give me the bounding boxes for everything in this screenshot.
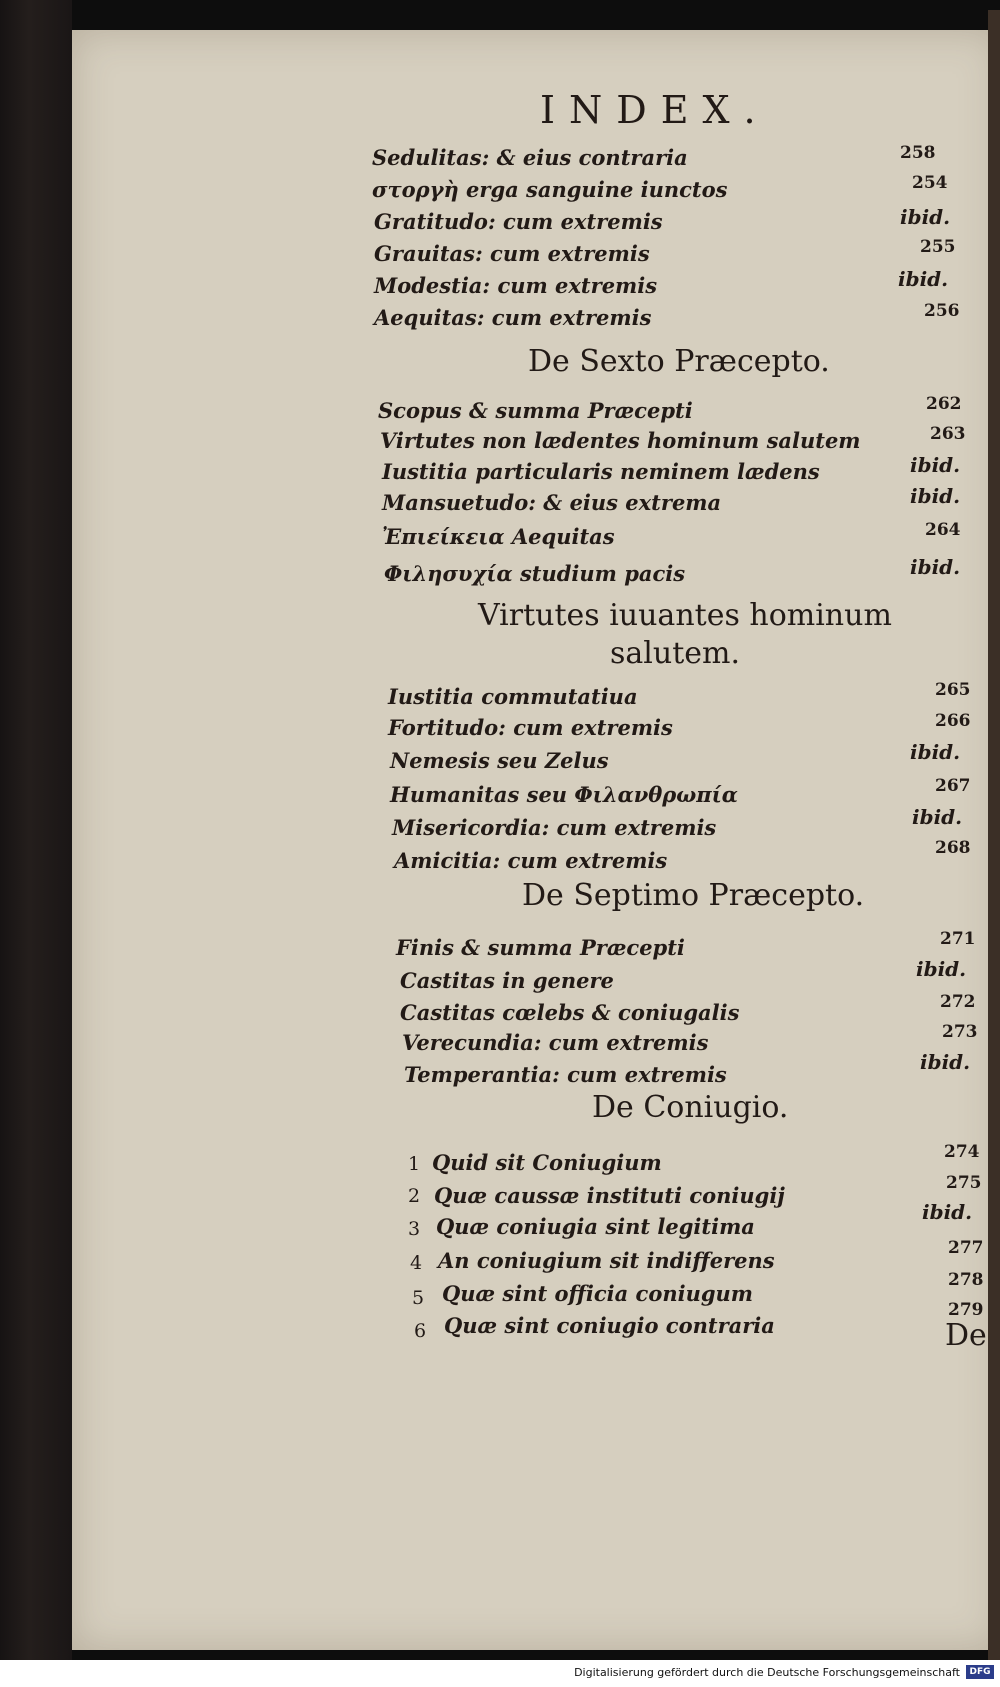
- index-entry: Gratitudo: cum extremis: [374, 209, 663, 234]
- index-entry: An coniugium sit indifferens: [438, 1248, 775, 1273]
- index-page-number: ibid.: [910, 555, 961, 579]
- index-entry: Temperantia: cum extremis: [404, 1062, 727, 1087]
- index-entry: Sedulitas: & eius contraria: [372, 145, 688, 170]
- index-page-number: 254: [912, 173, 948, 193]
- index-entry: Fortitudo: cum extremis: [388, 715, 673, 740]
- index-entry: Quæ coniugia sint legitima: [436, 1214, 755, 1239]
- index-page-number: 279: [948, 1300, 984, 1320]
- index-page-number: 255: [920, 237, 956, 257]
- index-entry: Humanitas seu Φιλανθρωπία: [390, 782, 738, 807]
- index-page-number: ibid.: [910, 484, 961, 508]
- index-page-number: ibid.: [898, 267, 949, 291]
- index-entry: Quæ sint officia coniugum: [442, 1281, 754, 1306]
- index-page-number: ibid.: [920, 1050, 971, 1074]
- index-page-number: 272: [940, 992, 976, 1012]
- index-entry: Verecundia: cum extremis: [402, 1030, 709, 1055]
- footer-bar: [0, 1660, 1000, 1687]
- article-number: 3: [408, 1218, 421, 1240]
- index-page-number: 267: [935, 776, 971, 796]
- index-page-number: 266: [935, 711, 971, 731]
- index-page-number: ibid.: [910, 453, 961, 477]
- index-entry: Iustitia particularis neminem lædens: [382, 459, 820, 484]
- index-page-number: 274: [944, 1142, 980, 1162]
- index-entry: Ἐπιείκεια Aequitas: [382, 524, 615, 549]
- index-entry: Amicitia: cum extremis: [394, 848, 668, 873]
- index-page-number: 262: [926, 394, 962, 414]
- index-page-number: 275: [946, 1173, 982, 1193]
- dfg-logo-icon: DFG: [966, 1665, 994, 1679]
- article-number: 2: [408, 1185, 421, 1207]
- index-entry: Φιλησυχία studium pacis: [384, 561, 686, 586]
- section-heading-continuation: salutem.: [610, 636, 740, 671]
- index-entry: στοργὴ erga sanguine iunctos: [372, 177, 728, 202]
- index-entry: Mansuetudo: & eius extrema: [382, 490, 722, 515]
- article-number: 6: [414, 1320, 427, 1342]
- index-entry: Nemesis seu Zelus: [390, 748, 609, 773]
- index-page-number: 258: [900, 143, 936, 163]
- index-entry: Finis & summa Præcepti: [396, 935, 685, 960]
- index-entry: Quæ caussæ instituti coniugij: [434, 1183, 785, 1208]
- index-entry: Castitas cœlebs & coniugalis: [400, 1000, 740, 1025]
- index-entry: Iustitia commutatiua: [388, 684, 638, 709]
- adjacent-page-edge: [988, 10, 1000, 1660]
- footer-credit: Digitalisierung gefördert durch die Deutsche Forschungsgemeinschaft: [574, 1666, 960, 1679]
- index-entry: Castitas in genere: [400, 968, 614, 993]
- index-page-number: 277: [948, 1238, 984, 1258]
- index-page-number: ibid.: [900, 205, 951, 229]
- catchword: De: [945, 1318, 987, 1353]
- index-entry: Quid sit Coniugium: [432, 1150, 662, 1175]
- index-page-number: 271: [940, 929, 976, 949]
- index-page-number: 268: [935, 838, 971, 858]
- index-page-number: ibid.: [922, 1200, 973, 1224]
- page-title: INDEX.: [540, 88, 770, 132]
- index-page-number: ibid.: [916, 957, 967, 981]
- index-page-number: 264: [925, 520, 961, 540]
- index-page-number: ibid.: [912, 805, 963, 829]
- index-page-number: 278: [948, 1270, 984, 1290]
- index-entry: Scopus & summa Præcepti: [378, 398, 693, 423]
- article-number: 4: [410, 1252, 423, 1274]
- index-page-number: 256: [924, 301, 960, 321]
- section-heading: De Sexto Præcepto.: [528, 344, 830, 379]
- article-number: 1: [408, 1153, 421, 1175]
- index-entry: Modestia: cum extremis: [374, 273, 658, 298]
- section-heading: Virtutes iuuantes hominum: [478, 598, 892, 633]
- index-page-number: 265: [935, 680, 971, 700]
- index-page-number: ibid.: [910, 740, 961, 764]
- index-entry: Aequitas: cum extremis: [374, 305, 652, 330]
- index-entry: Grauitas: cum extremis: [374, 241, 650, 266]
- index-entry: Misericordia: cum extremis: [392, 815, 717, 840]
- section-heading: De Coniugio.: [592, 1090, 789, 1125]
- section-heading: De Septimo Præcepto.: [522, 878, 865, 913]
- index-entry: Virtutes non lædentes hominum salutem: [380, 428, 861, 453]
- article-number: 5: [412, 1287, 425, 1309]
- index-entry: Quæ sint coniugio contraria: [444, 1313, 775, 1338]
- book-spine: [0, 0, 72, 1660]
- index-page-number: 263: [930, 424, 966, 444]
- index-page-number: 273: [942, 1022, 978, 1042]
